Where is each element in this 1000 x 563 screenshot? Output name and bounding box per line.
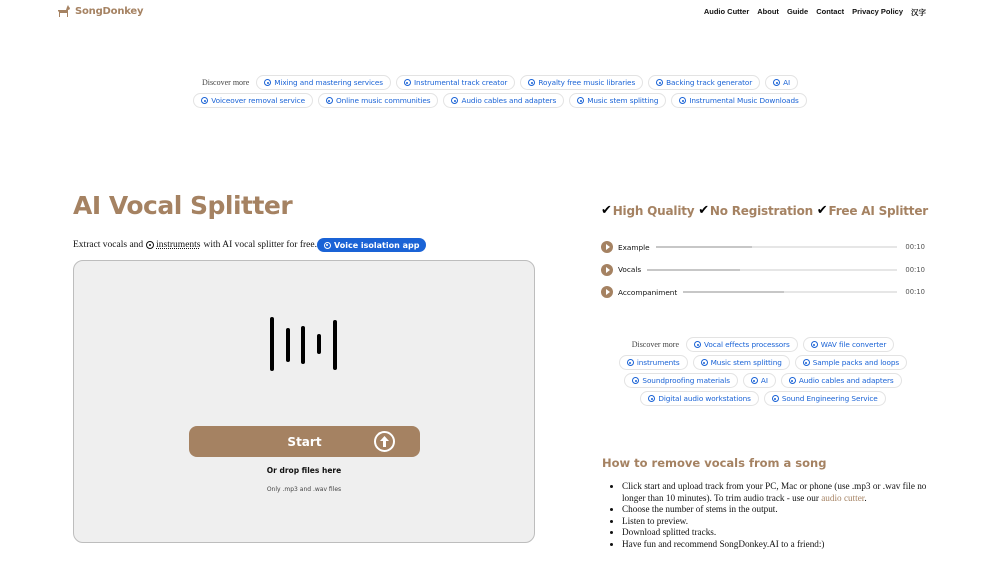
circle-dot-icon <box>811 341 818 348</box>
feature-no-registration: ✔ No Registration <box>698 203 813 218</box>
page-title: AI Vocal Splitter <box>73 191 293 220</box>
circle-dot-icon <box>577 97 584 104</box>
chip-sound-engineering[interactable]: Sound Engineering Service <box>764 391 886 406</box>
top-discover-more <box>0 75 1000 108</box>
file-dropzone[interactable] <box>73 260 535 543</box>
logo-text: SongDonkey <box>75 6 144 17</box>
circle-dot-icon <box>632 377 639 384</box>
audio-players <box>601 236 925 304</box>
chip-instrumental-downloads[interactable]: Instrumental Music Downloads <box>671 93 806 108</box>
circle-dot-icon <box>789 377 796 384</box>
circle-dot-icon <box>451 97 458 104</box>
circle-dot-icon <box>679 97 686 104</box>
check-icon: ✔ <box>816 203 828 218</box>
circle-dot-icon <box>404 79 411 86</box>
step-item: • Have fun and recommend SongDonkey.AI to a friend:) <box>622 539 932 551</box>
logo[interactable] <box>57 5 143 18</box>
circle-dot-icon <box>803 359 810 366</box>
chip-wav-converter[interactable]: WAV file converter <box>803 337 895 352</box>
circle-dot-icon <box>648 395 655 402</box>
circle-dot-icon <box>772 395 779 402</box>
chip-backing-track[interactable]: Backing track generator <box>648 75 760 90</box>
play-icon[interactable] <box>601 286 613 298</box>
chip-audio-cables[interactable]: Audio cables and adapters <box>443 93 564 108</box>
chip-soundproofing[interactable]: Soundproofing materials <box>624 373 738 388</box>
nav-about[interactable]: About <box>757 7 779 16</box>
top-nav <box>704 7 926 18</box>
subtitle: Extract vocals and instruments with AI vocal splitter for free. Voice isolation app <box>73 238 426 252</box>
discover-more-label: Discover more <box>631 340 680 349</box>
chip-instruments[interactable]: instruments <box>619 355 688 370</box>
feature-list <box>601 203 928 218</box>
circle-dot-icon <box>656 79 663 86</box>
feature-free-ai-splitter: ✔ Free AI Splitter <box>816 203 928 218</box>
circle-dot-icon <box>773 79 780 86</box>
step-item: • Choose the number of stems in the output. <box>622 504 932 516</box>
play-icon[interactable] <box>601 241 613 253</box>
player-example: Example 00:10 <box>601 236 925 259</box>
chip-royalty-free[interactable]: Royalty free music libraries <box>520 75 643 90</box>
progress-bar[interactable] <box>683 291 897 293</box>
file-types-hint: Only .mp3 and .wav files <box>266 486 342 493</box>
discover-more-label: Discover more <box>201 78 250 87</box>
chip-ai[interactable]: AI <box>743 373 776 388</box>
chip-sample-packs[interactable]: Sample packs and loops <box>795 355 907 370</box>
waveform-icon <box>270 317 342 373</box>
circle-dot-icon <box>326 97 333 104</box>
circle-dot-icon <box>201 97 208 104</box>
howto-steps <box>622 481 932 551</box>
circle-dot-icon <box>627 359 634 366</box>
nav-contact[interactable]: Contact <box>816 7 845 16</box>
chip-mixing-mastering[interactable]: Mixing and mastering services <box>256 75 391 90</box>
chip-voiceover-removal[interactable]: Voiceover removal service <box>193 93 313 108</box>
chip-ai[interactable]: AI <box>765 75 798 90</box>
circle-dot-icon <box>694 341 701 348</box>
nav-audio-cutter[interactable]: Audio Cutter <box>703 7 750 16</box>
chip-music-stem-splitting[interactable]: Music stem splitting <box>693 355 790 370</box>
circle-dot-icon <box>528 79 535 86</box>
progress-bar[interactable] <box>647 269 897 271</box>
check-icon: ✔ <box>698 203 709 218</box>
chip-music-stem-splitting[interactable]: Music stem splitting <box>569 93 666 108</box>
chip-daw[interactable]: Digital audio workstations <box>640 391 759 406</box>
nav-guide[interactable]: Guide <box>786 7 809 16</box>
play-icon[interactable] <box>601 264 613 276</box>
audio-cutter-link[interactable]: audio cutter <box>821 492 865 503</box>
nav-language[interactable]: 汉字 <box>911 8 926 17</box>
step-item: • Click start and upload track from your PC, Mac or phone (use .mp3 or .wav file no longer than 10 minutes). To trim audio track - use our audio cutter. <box>622 481 932 504</box>
circle-dot-icon <box>751 377 758 384</box>
player-accompaniment: Accompaniment 00:10 <box>601 281 925 304</box>
upload-arrow-icon <box>374 431 395 452</box>
circle-dot-icon <box>264 79 271 86</box>
nav-privacy-policy[interactable]: Privacy Policy <box>852 7 903 16</box>
voice-isolation-app-chip[interactable]: Voice isolation app <box>317 238 426 252</box>
instruments-link[interactable]: instruments <box>156 240 201 250</box>
circle-dot-icon <box>146 241 154 249</box>
drop-files-text: Or drop files here <box>266 466 342 475</box>
circle-dot-icon <box>324 242 331 249</box>
feature-high-quality: ✔ High Quality <box>601 203 695 218</box>
progress-bar[interactable] <box>656 246 898 248</box>
howto-title: How to remove vocals from a song <box>602 456 827 470</box>
right-discover-more <box>600 337 950 406</box>
circle-dot-icon <box>701 359 708 366</box>
chip-audio-cables[interactable]: Audio cables and adapters <box>781 373 902 388</box>
check-icon: ✔ <box>601 203 612 218</box>
start-button[interactable]: Start <box>189 426 420 457</box>
donkey-icon <box>57 5 71 18</box>
player-vocals: Vocals 00:10 <box>601 259 925 282</box>
step-item: • Listen to preview. <box>622 516 932 528</box>
chip-vocal-effects[interactable]: Vocal effects processors <box>686 337 798 352</box>
chip-online-music-communities[interactable]: Online music communities <box>318 93 439 108</box>
step-item: • Download splitted tracks. <box>622 527 932 539</box>
chip-instrumental-track-creator[interactable]: Instrumental track creator <box>396 75 515 90</box>
